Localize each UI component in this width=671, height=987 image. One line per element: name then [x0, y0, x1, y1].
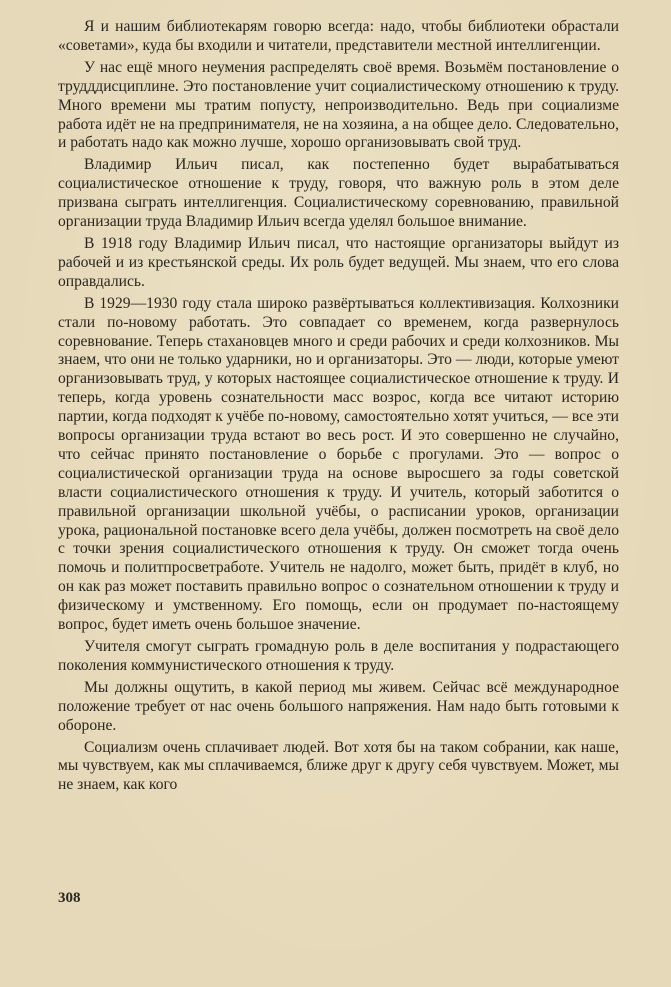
paragraph-intelligentsia: Владимир Ильич писал, как постепенно будет вырабатываться социалистическое отношение к труду, говоря, что важную роль в этом деле призвана сыграть интеллигенция. Социалистическому соревнованию, правильной организации труда Владимир Ильич всегда уделял большое внимание. — [58, 156, 619, 231]
paragraph-1918: В 1918 году Владимир Ильич писал, что настоящие организаторы выйдут из рабочей и из крестьянской среды. Их роль будет ведущей. Мы знаем, что его слова оправдались. — [58, 234, 619, 290]
paragraph-teachers: Учителя смогут сыграть громадную роль в деле воспитания у подрастающего поколения коммунистического отношения к труду. — [58, 638, 619, 674]
paragraph-time: У нас ещё много неумения распределять своё время. Возьмём постановление о трудддисциплине. Это постановление учит социалистическому отношению к труду. Много времени мы тратим попусту, непроизводительно. Ведь при социализме работа идёт не на предпринимателя, не на хозяина, а на общее дело. Следовательно, и работать надо как можно лучше, хорошо организовывать свой труд. — [58, 58, 619, 152]
paragraph-libraries: Я и нашим библиотекарям говорю всегда: надо, чтобы библиотеки обрастали «советами», куда бы входили и читатели, представители местной интеллигенции. — [58, 18, 619, 54]
paragraph-collectivization: В 1929—1930 году стала широко развёртываться коллективизация. Колхозники стали по-новому работать. Это совпадает со временем, когда развернулось соревнование. Теперь стахановцев много и среди рабочих и среди колхозников. Мы знаем, что они не только ударники, но и организаторы. Это — люди, которые умеют организовывать труд, у которых настоящее социалистическое отношение к труду. И теперь, когда уровень сознательности масс возрос, когда все читают историю партии, когда подходят к учёбе по-новому, самостоятельно хотят учиться, — все эти вопросы организации труда встают во весь рост. И это совершенно не случайно, что сейчас принято постановление о борьбе с прогулами. Это — вопрос о социалистической организации труда на основе выросшего за годы советской власти социалистического отношения к труду. И учитель, который заботится о правильной организации школьной учёбы, о расписании уроков, организации урока, рациональной постановке всего дела учёбы, должен посмотреть на своё дело с точки зрения социалистического отношения к труду. Он сможет тогда очень помочь и политпросветработе. Учитель не надолго, может быть, придёт в клуб, но он как раз может поставить правильно вопрос о сознательном отношении к труду и физическому и умственному. Его помощь, если он продумает по-настоящему вопрос, будет иметь очень большое значение. — [58, 294, 619, 634]
page-number: 308 — [58, 890, 81, 906]
paragraph-socialism: Социализм очень сплачивает людей. Вот хотя бы на таком собрании, как наше, мы чувствуем, как мы сплачиваемся, ближе друг к другу себя чувствуем. Может, мы не знаем, как кого — [58, 738, 619, 794]
paragraph-international: Мы должны ощутить, в какой период мы живем. Сейчас всё международное положение требует от нас очень большого напряжения. Нам надо быть готовыми к обороне. — [58, 678, 619, 734]
